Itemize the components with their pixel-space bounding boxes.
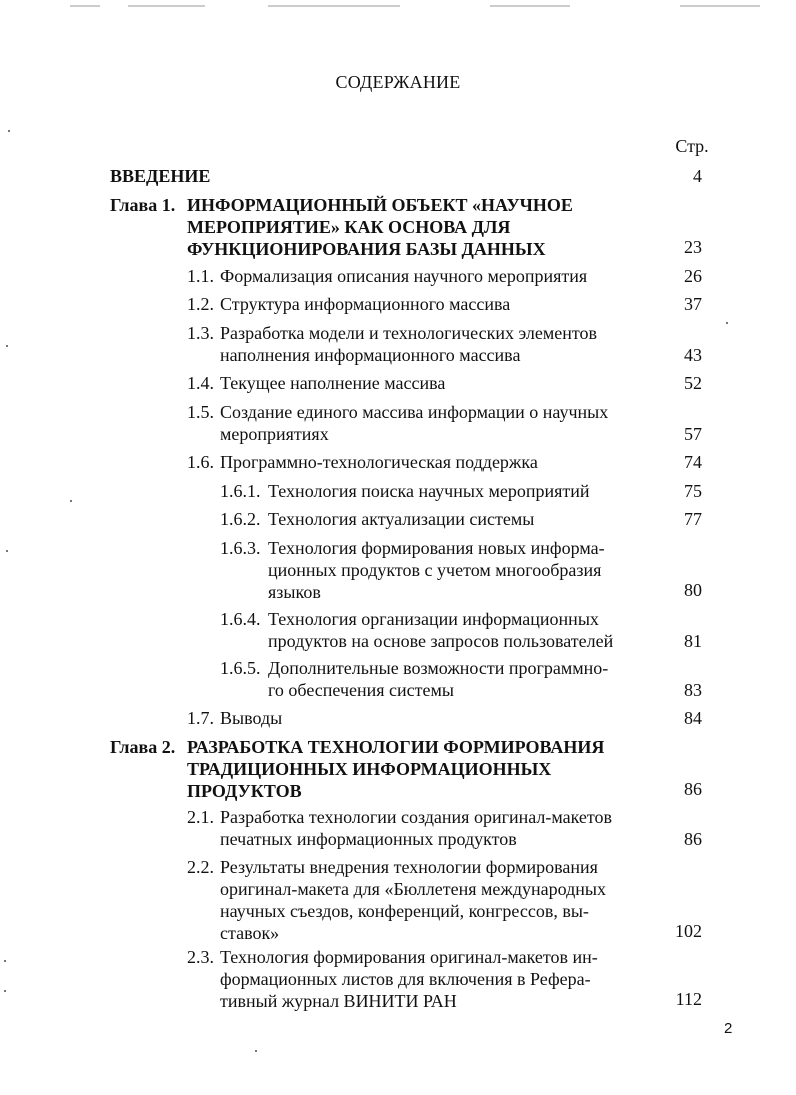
entry-title: Структура информационного массива <box>220 294 511 314</box>
entry-title: Программно-технологическая поддержка <box>220 452 538 472</box>
entry-page: 37 <box>684 294 702 314</box>
entry-prefix: 1.3. <box>187 323 214 343</box>
entry-page: 75 <box>684 481 702 501</box>
entry-title: Создание единого массива информации о научных мероприятиях <box>220 402 609 444</box>
entry-page: 86 <box>684 779 702 799</box>
entry-prefix: 1.7. <box>187 708 214 728</box>
scan-speck <box>255 1050 257 1052</box>
scan-speck <box>4 990 6 992</box>
entry-page: 57 <box>684 424 702 444</box>
scan-artifact-top <box>0 2 796 10</box>
entry-title: Технология формирования оригинал-макетов ин- формационных листов для включения в Рефера- тивный журнал ВИНИТИ РАН <box>220 947 598 1011</box>
entry-prefix: 1.6.1. <box>220 481 261 501</box>
scan-speck <box>6 550 8 552</box>
entry-title: Технология организации информационных продуктов на основе запросов пользователей <box>268 609 614 651</box>
scan-speck <box>8 130 10 132</box>
entry-prefix: 1.6.3. <box>220 538 261 558</box>
entry-page: 81 <box>684 631 702 651</box>
entry-page: 74 <box>684 452 702 472</box>
entry-prefix: 2.2. <box>187 857 214 877</box>
entry-prefix: 1.4. <box>187 373 214 393</box>
entry-title: Разработка модели и технологических элементов наполнения информационного массива <box>220 323 597 365</box>
entry-page: 86 <box>684 829 702 849</box>
entry-title: Технология актуализации системы <box>268 509 535 529</box>
entry-title: ВВЕДЕНИЕ <box>110 166 211 186</box>
entry-prefix: 1.6. <box>187 452 214 472</box>
entry-title: Текущее наполнение массива <box>220 373 446 393</box>
scan-speck <box>4 960 6 962</box>
entry-title: Результаты внедрения технологии формирования оригинал-макета для «Бюллетеня международных научных съездов, конференций, конгрессов, вы- ставок» <box>220 857 606 943</box>
scan-speck <box>726 322 728 324</box>
entry-prefix: 1.6.2. <box>220 509 261 529</box>
scan-speck <box>6 345 8 347</box>
entry-prefix: 1.6.4. <box>220 609 261 629</box>
entry-page: 23 <box>684 237 702 257</box>
entry-title: Технология поиска научных мероприятий <box>268 481 590 501</box>
entry-page: 84 <box>684 708 702 728</box>
entry-page: 43 <box>684 345 702 365</box>
entry-page: 77 <box>684 509 702 529</box>
entry-page: 112 <box>675 989 702 1009</box>
entry-prefix: 2.1. <box>187 807 214 827</box>
entry-title: Технология формирования новых информа- ционных продуктов с учетом многообразия языков <box>268 538 605 602</box>
entry-title: РАЗРАБОТКА ТЕХНОЛОГИИ ФОРМИРОВАНИЯ ТРАДИЦИОННЫХ ИНФОРМАЦИОННЫХ ПРОДУКТОВ <box>187 737 605 801</box>
entry-prefix: Глава 1. <box>110 195 176 215</box>
entry-page: 4 <box>693 166 702 186</box>
entry-page: 52 <box>684 373 702 393</box>
entry-prefix: 1.6.5. <box>220 658 261 678</box>
entry-page: 80 <box>684 580 702 600</box>
entry-page: 102 <box>675 921 702 941</box>
entry-prefix: 1.1. <box>187 266 214 286</box>
entry-title: Разработка технологии создания оригинал-макетов печатных информационных продуктов <box>220 807 613 849</box>
entry-page: 26 <box>684 266 702 286</box>
entry-page: 83 <box>684 680 702 700</box>
entry-prefix: 1.2. <box>187 294 214 314</box>
entry-title: Выводы <box>220 708 283 728</box>
entry-title: Дополнительные возможности программно- го обеспечения системы <box>268 658 609 700</box>
entry-title: ИНФОРМАЦИОННЫЙ ОБЪЕКТ «НАУЧНОЕ МЕРОПРИЯТИЕ» КАК ОСНОВА ДЛЯ ФУНКЦИОНИРОВАНИЯ БАЗЫ ДАННЫХ <box>187 195 573 259</box>
scan-speck <box>70 500 72 502</box>
entry-prefix: 2.3. <box>187 947 214 967</box>
entry-title: Формализация описания научного мероприятия <box>220 266 588 286</box>
page-column-label: Стр. <box>675 136 709 156</box>
entry-prefix: Глава 2. <box>110 737 176 757</box>
entry-prefix: 1.5. <box>187 402 214 422</box>
page-number: 2 <box>724 1020 733 1037</box>
page-title: СОДЕРЖАНИЕ <box>335 72 461 92</box>
